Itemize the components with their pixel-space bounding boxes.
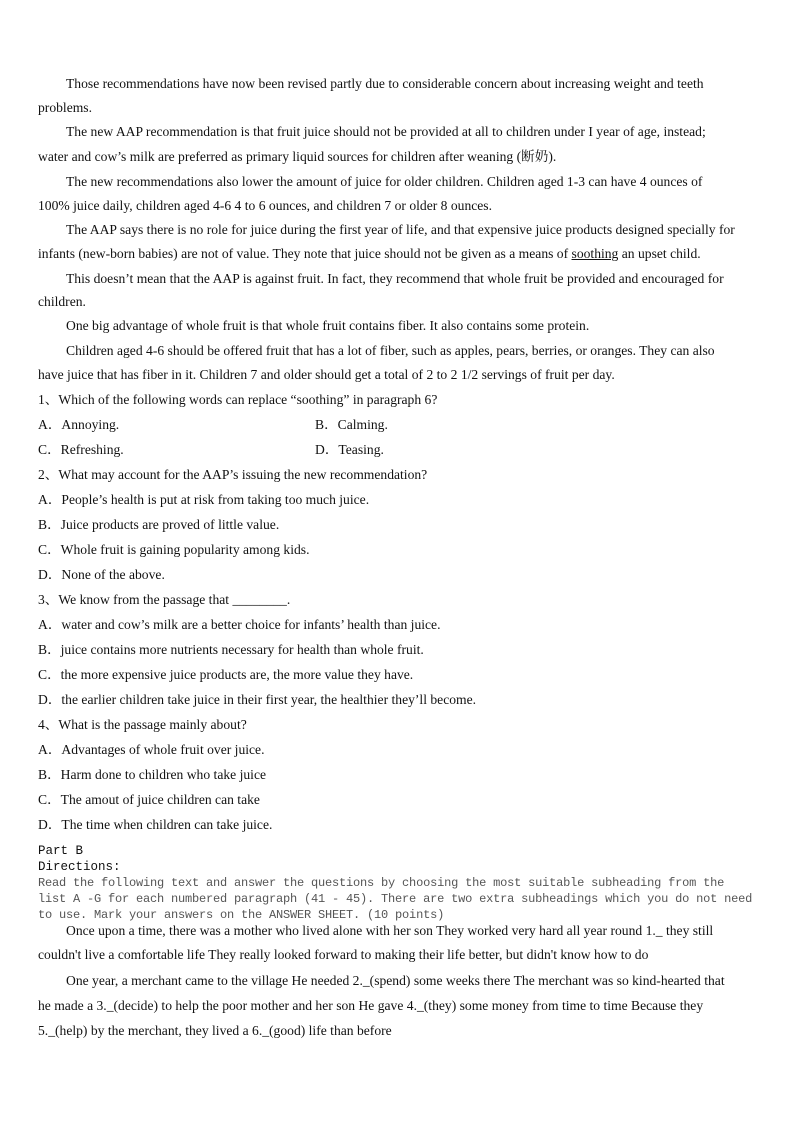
- passage-line: Children aged 4-6 should be offered fruit that has a lot of fiber, such as apples, pears, berries, or oranges. They can also: [66, 343, 715, 358]
- passage-line: [38, 246, 701, 262]
- story-line: couldn't live a comfortable life They really looked forward to making their life better, but didn't know how to do: [38, 947, 649, 962]
- option[interactable]: D．None of the above.: [38, 567, 165, 582]
- passage-line: problems.: [38, 100, 92, 115]
- option[interactable]: B．juice contains more nutrients necessary for health than whole fruit.: [38, 642, 424, 657]
- passage-line: The new recommendations also lower the amount of juice for older children. Children aged 1-3 can have 4 ounces of: [66, 174, 703, 189]
- option[interactable]: C．The amout of juice children can take: [38, 792, 260, 807]
- passage-line: 100% juice daily, children aged 4-6 4 to 6 ounces, and children 7 or older 8 ounces.: [38, 198, 492, 213]
- story-line: 5._(help) by the merchant, they lived a 6._(good) life than before: [38, 1023, 392, 1038]
- question-stem: 2、What may account for the AAP’s issuing the new recommendation?: [38, 467, 428, 482]
- question-stem: 4、What is the passage mainly about?: [38, 717, 247, 732]
- passage-line: This doesn’t mean that the AAP is against fruit. In fact, they recommend that whole fruit be provided and encouraged for: [66, 271, 724, 286]
- option[interactable]: D．the earlier children take juice in their first year, the healthier they’ll become.: [38, 692, 477, 707]
- passage-line: children.: [38, 294, 86, 309]
- passage-line: Those recommendations have now been revised partly due to considerable concern about increasing weight and teeth: [66, 76, 704, 91]
- passage-line: The new AAP recommendation is that fruit juice should not be provided at all to children under I year of age, instead;: [66, 124, 706, 139]
- option[interactable]: D．Teasing.: [315, 442, 384, 457]
- underlined-word: soothing: [571, 246, 619, 261]
- option[interactable]: C．Refreshing.: [38, 442, 124, 457]
- question-stem: 1、Which of the following words can replace “soothing” in paragraph 6?: [38, 392, 438, 407]
- story-line: he made a 3._(decide) to help the poor mother and her son He gave 4._(they) some money from time to time Because they: [38, 998, 704, 1013]
- option[interactable]: B．Harm done to children who take juice: [38, 767, 267, 782]
- directions-text: Read the following text and answer the questions by choosing the most suitable subheading from the: [38, 876, 725, 890]
- story-line: Once upon a time, there was a mother who lived alone with her son They worked very hard all year round 1._ they still: [66, 923, 714, 938]
- directions-text: list A -G for each numbered paragraph (41 - 45). There are two extra subheadings which you do not need: [38, 892, 753, 906]
- story-line: One year, a merchant came to the village He needed 2._(spend) some weeks there The merchant was so kind-hearted that: [66, 973, 725, 988]
- directions-text: to use. Mark your answers on the ANSWER SHEET. (10 points): [38, 908, 445, 922]
- passage-line: have juice that has fiber in it. Children 7 and older should get a total of 2 to 2 1/2 servings of fruit per day.: [38, 367, 615, 382]
- option[interactable]: A．Annoying.: [38, 417, 120, 432]
- text-segment: infants (new-born babies) are not of value. They note that juice should not be given as a means of: [38, 246, 572, 261]
- directions-label: Directions:: [38, 860, 121, 874]
- option-row: [38, 442, 738, 458]
- question-stem: 3、We know from the passage that ________.: [38, 592, 291, 607]
- option[interactable]: B．Juice products are proved of little value.: [38, 517, 280, 532]
- passage-line: water and cow’s milk are preferred as primary liquid sources for children after weaning (断奶).: [38, 149, 557, 164]
- option[interactable]: D．The time when children can take juice.: [38, 817, 273, 832]
- option[interactable]: A．Advantages of whole fruit over juice.: [38, 742, 265, 757]
- text-segment: an upset child.: [618, 246, 701, 261]
- option[interactable]: C．Whole fruit is gaining popularity among kids.: [38, 542, 310, 557]
- part-b-title: Part B: [38, 844, 84, 858]
- option[interactable]: A．water and cow’s milk are a better choice for infants’ health than juice.: [38, 617, 441, 632]
- option-row: [38, 417, 738, 433]
- passage-line: One big advantage of whole fruit is that whole fruit contains fiber. It also contains some protein.: [66, 318, 590, 333]
- option[interactable]: A．People’s health is put at risk from taking too much juice.: [38, 492, 370, 507]
- option[interactable]: C．the more expensive juice products are, the more value they have.: [38, 667, 414, 682]
- passage-line: The AAP says there is no role for juice during the first year of life, and that expensive juice products designed specially for: [66, 222, 735, 237]
- option[interactable]: B．Calming.: [315, 417, 388, 432]
